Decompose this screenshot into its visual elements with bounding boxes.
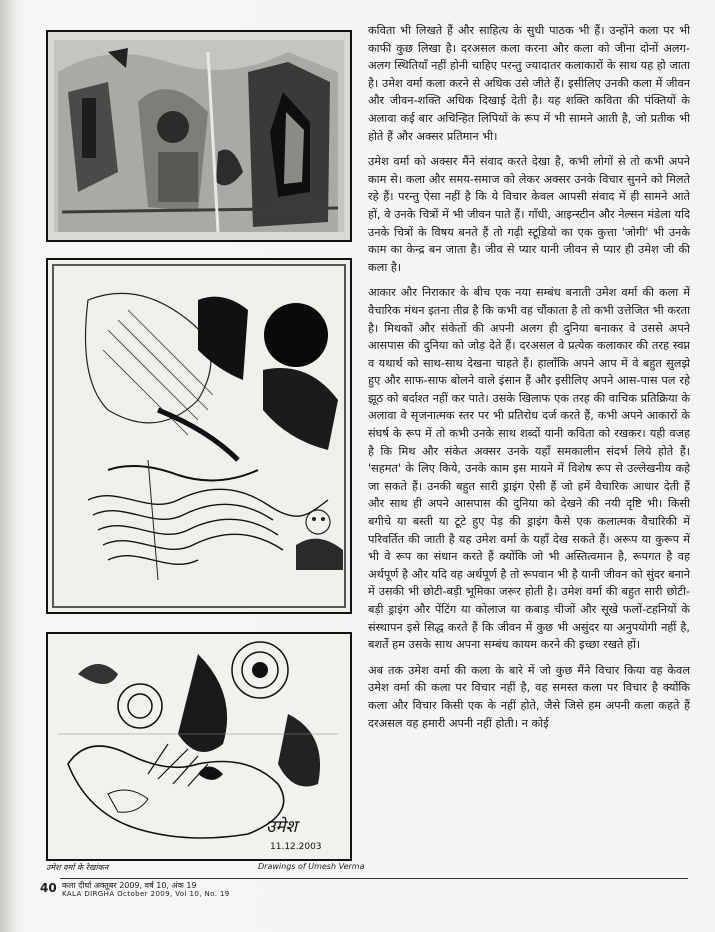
footer-rule [60,878,688,879]
page-footer [40,878,688,902]
paragraph-1: कविता भी लिखते हैं और साहित्य के सुधी पाठक भी हैं। उन्होंने कला पर भी काफी कुछ लिखा है। दरअसल कला करना और कला को जीना दोनों अलग-अलग स्थितियाँ नहीं होनी चाहिए परन्तु ज्यादातर कलाकारों के साथ यह हो जाता है। उमेश वर्मा कला करने से अधिक उसे जीते हैं। इसीलिए उनकी कला में जीवन और जीवन-शक्ति अधिक दिखाई देती है। यह शक्ति कविता की पंक्तियों के अलावा कई बार अचिन्हित लिपियों के रूप में भी सामने आती है, जो प्रतीक भी होते हैं और अक्सर प्रतिमान भी। [368,24,690,143]
paragraph-4: अब तक उमेश वर्मा की कला के बारे में जो कुछ मैंने विचार किया वह केवल उमेश वर्मा की कला पर विचार नहीं है, वह समस्त कला पर विचार है क्योंकि कला और विचार किसी एक के नहीं होते, जैसे जिसे हम अपनी कला कहते हैं दरअसल वह हमारी अपनी नहीं होती। न कोई [368,663,690,730]
artist-signature: उमेश [266,817,298,837]
artwork-middle [46,258,352,614]
paragraph-3: आकार और निराकार के बीच एक नया सम्बंध बनाती उमेश वर्मा की कला में वैचारिक मंथन इतना तीव्र है कि कभी वह चौंकाता है तो कभी उत्तेजित भी करता है। मिथकों और संकेतों की अपनी अलग ही दुनिया बनाकर वे उससे अपने आसपास की दुनिया को जोड़ देते हैं। दरअसल वे प्रत्येक कलाकार की तरह स्वप्न व यथार्थ को साथ-साथ देखना चाहते हैं। हालाँकि अपने आप में वे बहुत सुलझे हुए और साफ-साफ बोलने वाले इंसान हैं और इसीलिए अपने आस-पास पल रहे झूठ को बर्दाश्त नहीं कर पाते। उसके खिलाफ एक तरह की वाचिक प्रतिक्रिया के अलावा वे सृजनात्मक स्तर पर भी प्रतिरोध दर्ज करते हैं, कभी अपने आकारों के संघर्ष के रूप में तो कभी उनके साथ शब्दों यानी कविता को रखकर। यही वजह है कि मिथ और संकेत अक्सर उनके यहाँ समकालीन संदर्भ लिये होते हैं। 'सहमत' के लिए किये, उनके काम इस मायने में विशेष रूप से उल्लेखनीय कहे जा सकते हैं। उनकी बहुत सारी ड्राइंग ऐसी हैं जो हमें वैचारिक आधार देती हैं और साथ ही अपने आसपास की दुनिया को देखने की नयी दृष्टि भी। किसी बगीचे या बस्ती या टूटे हुए पेड़ की ड्राइंग कैसे एक कलात्मक वैचारिकी में परिवर्तित की जाती है यह उमेश वर्मा के यहाँ देख सकते हैं। अरूप या कुरूप में भी वे रूप का संधान करते हैं क्योंकि जो भी अस्तित्वमान है, रूपगत है वह अर्थपूर्ण है और यदि वह अर्थपूर्ण है तो रूपवान भी है यानी जीवन को सुंदर बनाने में उसकी भी छोटी-बड़ी भूमिका जरूर होती है। उमेश वर्मा की बहुत सारी छोटी-बड़ी ड्राइंग और पेंटिंग या कोलाज या कबाड़ चीजों और सूखे फलों-टहनियों के संस्थापन इसे सिद्ध करते हैं कि जीवन में कुछ भी असुंदर या अनुपयोगी नहीं है, बशर्ते हम उसके साथ अपना सम्बंध कायम करने की इच्छा रखते हों। [368,286,690,652]
artwork-middle-image [48,260,350,612]
page-spine-shadow [0,0,16,932]
paragraph-2: उमेश वर्मा को अक्सर मैंने संवाद करते देखा है, कभी लोगों से तो कभी अपने काम से। कला और समय-समाज को लेकर अक्सर उनके विचार सुनने को मिलते रहे हैं। परन्तु ऐसा नहीं है कि ये विचार केवल आपसी संवाद में ही सामने आते हों, वे उनके चित्रों में भी जीवन पाते हैं। गाँधी, आइन्स्टीन और नेल्सन मंडेला यदि उनके चित्रों के विषय बनते हैं तो गढ़ी स्टूडियो का एक कुत्ता 'जोगी' भी उनके काम का केन्द्र बन जाता है। जीव से प्यार यानी जीवन से प्यार ही उमेश जी की कला है। [368,155,690,274]
caption-hindi: उमेश वर्मा के रेखांकन [46,863,109,872]
artwork-top-image [48,32,350,240]
artwork-bottom [46,632,352,861]
article-body [368,22,690,897]
artwork-top [46,30,352,242]
caption-english: Drawings of Umesh Verma [258,862,365,871]
footer-hindi-masthead: कला दीर्घा अक्तूबर 2009, वर्ष 10, अंक 19 [62,881,197,890]
page-number: 40 [40,881,57,895]
signature-date: 11.12.2003 [270,842,322,852]
artwork-bottom-image [48,634,350,859]
footer-english-masthead: KALA DIRGHA October 2009, Vol 10, No. 19 [62,890,230,898]
